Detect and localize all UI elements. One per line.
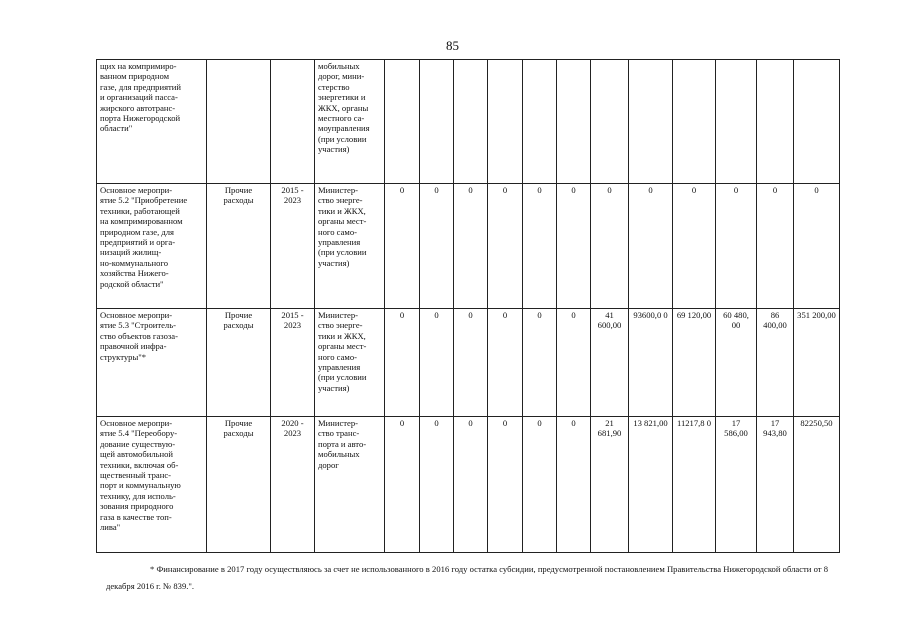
value-cell: 86 400,00 <box>757 309 794 417</box>
executor-text-line: ство транс- <box>318 428 360 439</box>
value-cell: 0 <box>591 184 629 309</box>
activity-text-line: предприятий и орга- <box>100 237 176 248</box>
executor-cell <box>315 60 385 184</box>
executor-text-line: тики и ЖКХ, <box>318 205 366 216</box>
value-cell: 41 600,00 <box>591 309 629 417</box>
executor-text-line: органы мест- <box>318 216 367 227</box>
value-cell: 0 <box>629 184 673 309</box>
activity-text-line: дование существую- <box>100 438 176 449</box>
value-cell: 0 <box>420 417 454 553</box>
executor-text-line: Министер- <box>318 418 358 428</box>
value-cell <box>488 60 523 184</box>
activity-text-line: области" <box>100 123 133 134</box>
value-cell: 0 <box>794 184 840 309</box>
period-cell: 2015 - 2023 <box>271 309 315 417</box>
executor-text-line: местного са- <box>318 113 365 124</box>
executor-text-line: моуправления <box>318 123 370 134</box>
value-cell <box>629 60 673 184</box>
activity-text-line: газе, для предприятий <box>100 81 181 92</box>
value-cell: 17 586,00 <box>716 417 757 553</box>
activity-cell <box>97 184 207 309</box>
activity-text-line: порт и коммунальную <box>100 480 181 491</box>
activity-text-line: ятие 5.2 "Приобретение <box>100 195 188 206</box>
executor-cell <box>315 417 385 553</box>
value-cell: 0 <box>523 417 557 553</box>
value-cell: 0 <box>454 417 488 553</box>
value-cell: 0 <box>557 184 591 309</box>
activity-text-line: ятие 5.4 "Переобору- <box>100 428 178 439</box>
activity-cell <box>97 309 207 417</box>
activity-text-line: низаций жилищ- <box>100 247 162 258</box>
value-cell <box>673 60 716 184</box>
activity-text-line: хозяйства Нижего- <box>100 268 169 279</box>
executor-text-line: мобильных <box>318 61 360 71</box>
value-cell: 0 <box>488 417 523 553</box>
executor-text-line: управления <box>318 237 361 248</box>
activity-text-line: ство объектов газоза- <box>100 330 178 341</box>
expense-type-cell: Прочие расходы <box>207 309 271 417</box>
value-cell: 0 <box>385 417 420 553</box>
period-cell: 2015 - 2023 <box>271 184 315 309</box>
value-cell: 0 <box>523 309 557 417</box>
value-cell: 0 <box>757 184 794 309</box>
value-cell: 0 <box>673 184 716 309</box>
value-cell <box>385 60 420 184</box>
expense-type-cell: Прочие расходы <box>207 184 271 309</box>
value-cell: 0 <box>420 184 454 309</box>
activity-text-line: щей автомобильной <box>100 449 174 460</box>
activity-text-line: Основное меропри- <box>100 418 173 428</box>
value-cell: 82250,50 <box>794 417 840 553</box>
activity-text-line: техники, работающей <box>100 205 180 216</box>
executor-text-line: ство энерге- <box>318 320 363 331</box>
executor-text-line: дорог <box>318 459 339 470</box>
activity-text-line: щих на компримиро- <box>100 61 177 71</box>
value-cell: 93600,0 0 <box>629 309 673 417</box>
value-cell: 0 <box>454 309 488 417</box>
table-row <box>97 60 840 184</box>
activity-text-line: порта Нижегородской <box>100 113 181 124</box>
activity-text-line: зования природного <box>100 501 174 512</box>
activity-text-line: газа в качестве топ- <box>100 511 172 522</box>
activity-text-line: на компримированном <box>100 216 183 227</box>
executor-text-line: (при условии <box>318 372 367 383</box>
program-table <box>96 59 840 553</box>
executor-text-line: органы мест- <box>318 341 367 352</box>
table-row <box>97 417 840 553</box>
activity-text-line: Основное меропри- <box>100 310 173 320</box>
value-cell <box>523 60 557 184</box>
table-row <box>97 184 840 309</box>
value-cell: 0 <box>716 184 757 309</box>
value-cell <box>591 60 629 184</box>
executor-text-line: ного само- <box>318 351 357 362</box>
value-cell: 0 <box>385 309 420 417</box>
activity-text-line: родской области" <box>100 278 164 289</box>
table-row <box>97 309 840 417</box>
executor-text-line: управления <box>318 362 361 373</box>
executor-text-line: (при условии <box>318 247 367 258</box>
value-cell: 21 681,90 <box>591 417 629 553</box>
activity-text-line: ванном природном <box>100 71 170 82</box>
activity-text-line: технику, для исполь- <box>100 490 176 501</box>
activity-text-line: природном газе, для <box>100 226 174 237</box>
page-number: 85 <box>446 38 459 53</box>
value-cell: 13 821,00 <box>629 417 673 553</box>
value-cell: 0 <box>523 184 557 309</box>
activity-text-line: но-коммунального <box>100 257 169 268</box>
activity-text-line: жирского автотранс- <box>100 102 176 113</box>
value-cell: 11217,8 0 <box>673 417 716 553</box>
executor-cell <box>315 309 385 417</box>
activity-text-line: лива" <box>100 522 121 533</box>
value-cell: 0 <box>557 417 591 553</box>
value-cell <box>757 60 794 184</box>
value-cell: 60 480, 00 <box>716 309 757 417</box>
activity-text-line: и организаций пасса- <box>100 92 178 103</box>
activity-text-line: ятие 5.3 "Строитель- <box>100 320 176 331</box>
executor-text-line: ЖКХ, органы <box>318 102 369 113</box>
value-cell <box>454 60 488 184</box>
activity-text-line: техники, включая об- <box>100 459 179 470</box>
activity-cell <box>97 60 207 184</box>
value-cell: 17 943,80 <box>757 417 794 553</box>
value-cell: 0 <box>385 184 420 309</box>
executor-text-line: тики и ЖКХ, <box>318 330 366 341</box>
executor-cell <box>315 184 385 309</box>
activity-text-line: Основное меропри- <box>100 185 173 195</box>
executor-text-line: ство энерге- <box>318 195 363 206</box>
expense-type-cell: Прочие расходы <box>207 417 271 553</box>
value-cell: 0 <box>454 184 488 309</box>
value-cell <box>420 60 454 184</box>
executor-text-line: дорог, мини- <box>318 71 365 82</box>
value-cell: 69 120,00 <box>673 309 716 417</box>
executor-text-line: мобильных <box>318 449 360 460</box>
executor-text-line: участия) <box>318 144 350 155</box>
activity-cell <box>97 417 207 553</box>
value-cell: 0 <box>420 309 454 417</box>
executor-text-line: Министер- <box>318 185 358 195</box>
activity-text-line: правочной инфра- <box>100 341 167 352</box>
executor-text-line: порта и авто- <box>318 438 367 449</box>
value-cell <box>716 60 757 184</box>
value-cell: 0 <box>488 309 523 417</box>
value-cell <box>557 60 591 184</box>
period-cell <box>271 60 315 184</box>
executor-text-line: ного само- <box>318 226 357 237</box>
value-cell: 351 200,00 <box>794 309 840 417</box>
value-cell: 0 <box>557 309 591 417</box>
value-cell: 0 <box>488 184 523 309</box>
executor-text-line: стерство <box>318 81 350 92</box>
executor-text-line: участия) <box>318 257 350 268</box>
executor-text-line: (при условии <box>318 133 367 144</box>
activity-text-line: щественный транс- <box>100 470 172 481</box>
executor-text-line: участия) <box>318 382 350 393</box>
expense-type-cell <box>207 60 271 184</box>
activity-text-line: структуры"* <box>100 351 147 362</box>
executor-text-line: Министер- <box>318 310 358 320</box>
footnote: * Финансирование в 2017 году осуществляюсь за счет не использованного в 2016 году остатка субсидии, предусмотренной постановлением Правительства Нижегородской области от 8 декабря 2016 г. № 839.". <box>106 564 828 591</box>
period-cell: 2020 - 2023 <box>271 417 315 553</box>
executor-text-line: энергетики и <box>318 92 366 103</box>
value-cell <box>794 60 840 184</box>
